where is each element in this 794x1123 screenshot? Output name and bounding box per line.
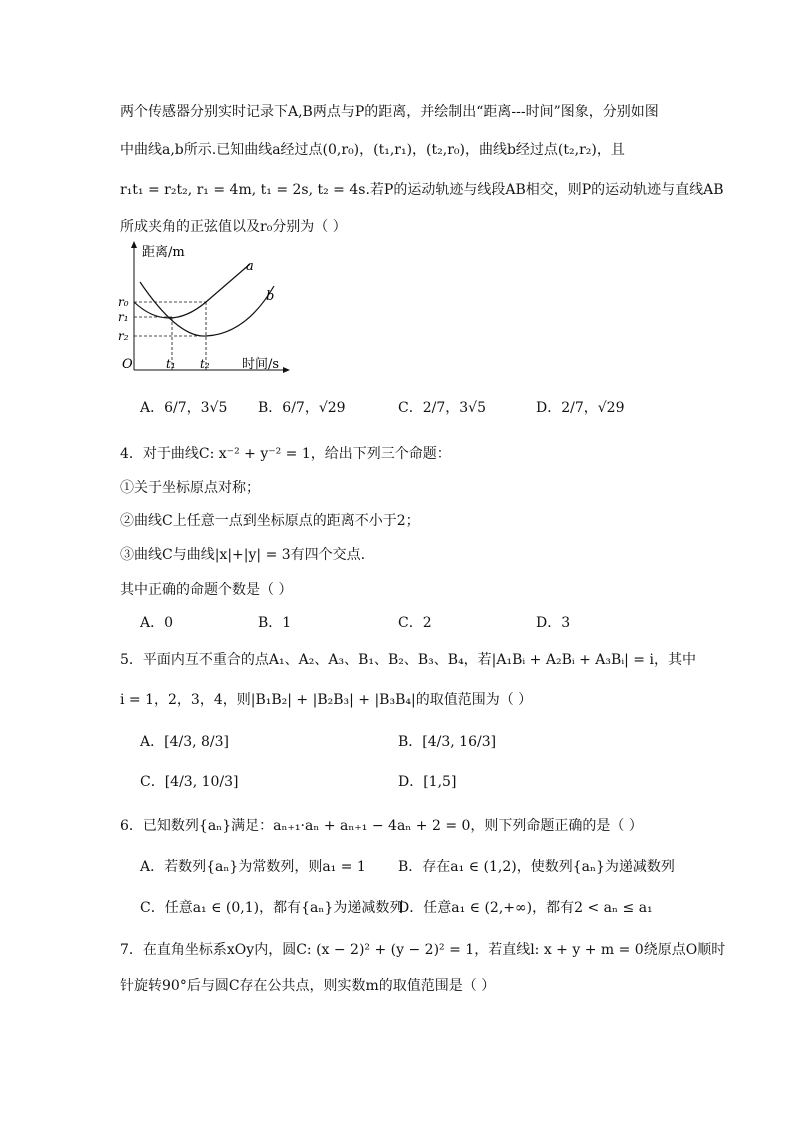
q6-option-a[interactable]: A．若数列{aₙ}为常数列，则a₁ = 1 <box>140 859 366 875</box>
q6-option-d[interactable]: D．任意a₁ ∈ (2,+∞)，都有2 < aₙ ≤ a₁ <box>398 900 653 916</box>
q3-text-line-1: 两个传感器分别实时记录下A,B两点与P的距离，并绘制出“距离---时间”图象，分别如图 <box>120 104 659 120</box>
curve-a <box>134 264 250 318</box>
q7-stem-line-1: 7．在直角坐标系xOy内，圆C: (x − 2)² + (y − 2)² = 1，若直线l: x + y + m = 0绕原点O顺时 <box>120 942 726 958</box>
q5-option-c[interactable]: C．[4/3, 10/3] <box>140 774 239 790</box>
r0-tick-label: r₀ <box>118 295 129 309</box>
q3-option-d[interactable]: D．2/7，√29 <box>536 400 625 416</box>
q3-text-line-3: r₁t₁ = r₂t₂, r₁ = 4m, t₁ = 2s, t₂ = 4s.若P的运动轨迹与线段AB相交，则P的运动轨迹与直线AB <box>120 182 724 198</box>
q4-option-a[interactable]: A．0 <box>140 615 174 631</box>
q4-option-c[interactable]: C．2 <box>398 615 432 631</box>
q3-option-a[interactable]: A．6/7，3√5 <box>140 400 228 416</box>
t2-tick-label: t₂ <box>200 357 210 371</box>
q4-option-d[interactable]: D．3 <box>536 615 571 631</box>
q5-stem-line-2: i = 1，2，3，4，则|B₁B₂| + |B₂B₃| + |B₃B₄|的取值范围为（ ） <box>120 692 533 708</box>
q4-stem: 4．对于曲线C: x⁻² + y⁻² = 1，给出下列三个命题： <box>120 446 451 462</box>
q5-stem-line-1: 5．平面内互不重合的点A₁、A₂、A₃、B₁、B₂、B₃、B₄，若|A₁Bᵢ + A₂Bᵢ + A₃Bᵢ| = i，其中 <box>120 652 696 668</box>
q5-option-d[interactable]: D．[1,5] <box>398 774 457 790</box>
distance-time-graph <box>118 238 298 386</box>
x-axis-label: 时间/s <box>242 357 280 372</box>
q6-stem: 6．已知数列{aₙ}满足：aₙ₊₁·aₙ + aₙ₊₁ − 4aₙ + 2 = 0，则下列命题正确的是（ ） <box>120 818 643 834</box>
q3-option-b[interactable]: B．6/7，√29 <box>258 400 346 416</box>
q3-option-c[interactable]: C．2/7，3√5 <box>398 400 486 416</box>
origin-label: O <box>122 357 133 372</box>
q4-question: 其中正确的命题个数是（ ） <box>120 582 293 598</box>
curve-b-label: b <box>266 289 275 304</box>
q4-option-b[interactable]: B．1 <box>258 615 292 631</box>
q4-statement-1: ①关于坐标原点对称； <box>120 480 260 496</box>
y-axis-arrow-icon <box>131 241 137 248</box>
q5-option-b[interactable]: B．[4/3, 16/3] <box>398 734 497 750</box>
q7-stem-line-2: 针旋转90°后与圆C存在公共点，则实数m的取值范围是（ ） <box>120 978 496 994</box>
q5-option-a[interactable]: A．[4/3, 8/3] <box>140 734 229 750</box>
q6-option-b[interactable]: B．存在a₁ ∈ (1,2)，使数列{aₙ}为递减数列 <box>398 859 675 875</box>
q6-option-c[interactable]: C．任意a₁ ∈ (0,1)，都有{aₙ}为递减数列 <box>140 900 404 916</box>
q4-statement-3: ③曲线C与曲线|x|+|y| = 3有四个交点. <box>120 547 366 563</box>
q3-text-line-4: 所成夹角的正弦值以及r₀分别为（ ） <box>120 219 347 235</box>
t1-tick-label: t₁ <box>166 357 176 371</box>
q3-text-line-2: 中曲线a,b所示.已知曲线a经过点(0,r₀)，(t₁,r₁)，(t₂,r₀)，曲线b经过点(t₂,r₂)，且 <box>120 142 625 158</box>
x-axis-arrow-icon <box>283 367 290 373</box>
curve-a-label: a <box>246 259 254 274</box>
q4-statement-2: ②曲线C上任意一点到坐标原点的距离不小于2； <box>120 513 420 529</box>
r1-tick-label: r₁ <box>118 310 129 324</box>
y-axis-label: 距离/m <box>142 245 185 260</box>
r2-tick-label: r₂ <box>118 329 129 343</box>
curve-b <box>140 282 274 336</box>
